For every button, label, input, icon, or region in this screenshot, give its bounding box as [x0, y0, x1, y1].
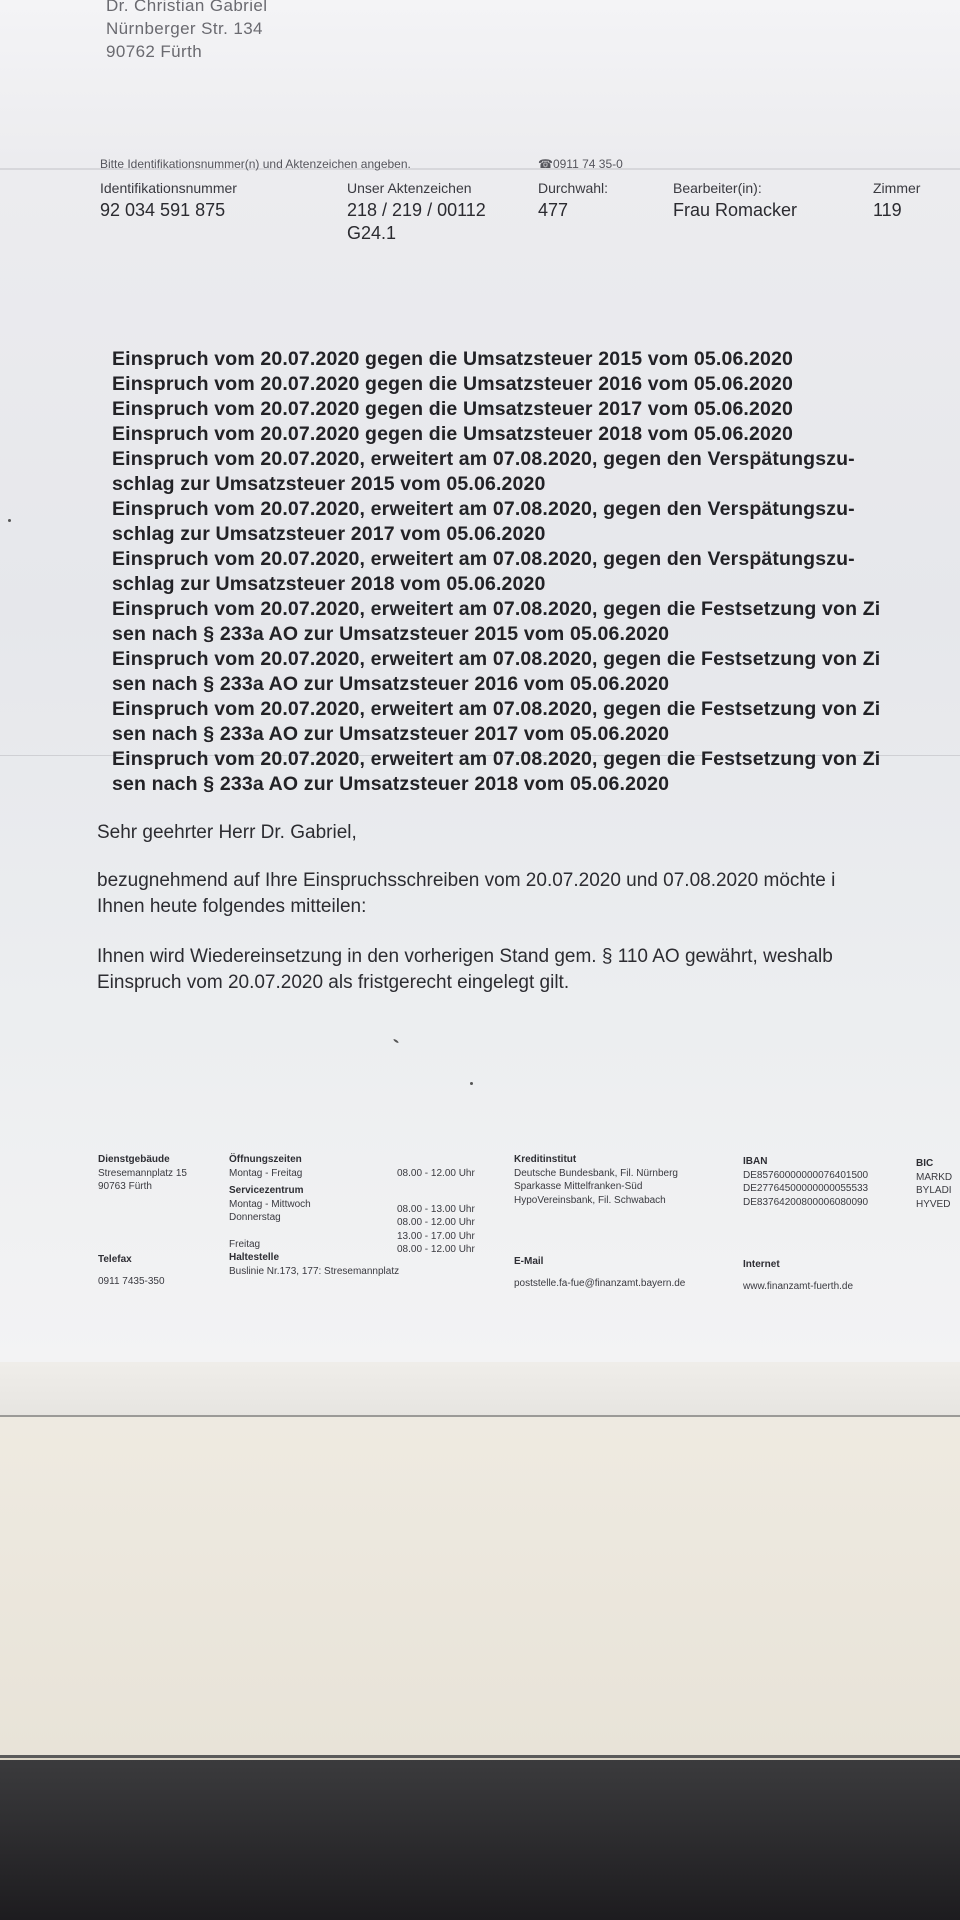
- footer-bic-3: HYVED: [916, 1198, 951, 1210]
- subject-line: sen nach § 233a AO zur Umsatzsteuer 2017 vom 05.06.2020: [112, 723, 670, 745]
- subject-line: sen nach § 233a AO zur Umsatzsteuer 2015 vom 05.06.2020: [112, 623, 670, 645]
- footer-iban-1: DE85760000000076401500: [743, 1169, 869, 1181]
- subject-line: sen nach § 233a AO zur Umsatzsteuer 2018 vom 05.06.2020: [112, 773, 670, 795]
- paragraph-1-line-1: bezugnehmend auf Ihre Einspruchsschreiben vom 20.07.2020 und 07.08.2020 möchte i: [97, 870, 836, 891]
- footer-iban-label: IBAN: [743, 1156, 768, 1167]
- subject-line: Einspruch vom 20.07.2020 gegen die Umsatzsteuer 2015 vom 05.06.2020: [112, 348, 793, 370]
- footer-stop-value: Buslinie Nr.173, 177: Stresemannplatz: [229, 1265, 400, 1277]
- footer-email: [514, 1255, 685, 1290]
- footer-fax-value: 0911 7435-350: [98, 1275, 165, 1287]
- footer-service-time-2a: 08.00 - 12.00 Uhr: [397, 1217, 475, 1228]
- subject-line: Einspruch vom 20.07.2020, erweitert am 07.08.2020, gegen die Festsetzung von Zi: [112, 598, 881, 620]
- footer-bic-1: MARKD: [916, 1171, 953, 1183]
- reference-hint: Bitte Identifikationsnummer(n) und Aktenzeichen angeben.: [100, 157, 411, 171]
- footer-iban: [743, 1155, 868, 1209]
- footer-service-time-2b: 13.00 - 17.00 Uhr: [397, 1230, 475, 1242]
- footer-internet-value: www.finanzamt-fuerth.de: [743, 1280, 854, 1292]
- footer-stop-label: Haltestelle: [229, 1252, 280, 1263]
- footer-fax-label: Telefax: [98, 1254, 132, 1265]
- file-number-label: Unser Aktenzeichen: [347, 180, 472, 196]
- footer-bank-label: Kreditinstitut: [514, 1154, 577, 1165]
- subject-line: schlag zur Umsatzsteuer 2015 vom 05.06.2020: [112, 473, 546, 495]
- id-label: Identifikationsnummer: [100, 180, 237, 196]
- subject-block: [112, 347, 960, 797]
- paragraph-1-line-2: Ihnen heute folgendes mitteilen:: [97, 896, 367, 917]
- footer-hours-label: Öffnungszeiten: [229, 1154, 302, 1165]
- footer-service-day-2: Donnerstag: [229, 1212, 281, 1223]
- footer-bic: [916, 1157, 952, 1211]
- footer-hours-time: 08.00 - 12.00 Uhr: [397, 1168, 475, 1179]
- subject-line: Einspruch vom 20.07.2020 gegen die Umsatzsteuer 2016 vom 05.06.2020: [112, 373, 793, 395]
- room-value: 119: [873, 200, 902, 220]
- footer-bic-2: BYLADI: [916, 1185, 952, 1196]
- subject-line: Einspruch vom 20.07.2020, erweitert am 07.08.2020, gegen die Festsetzung von Zi: [112, 648, 881, 670]
- footer-building-city: 90763 Fürth: [98, 1181, 152, 1192]
- phone-number: ☎0911 74 35-0: [538, 157, 623, 171]
- clerk-label: Bearbeiter(in):: [673, 180, 762, 196]
- paper-speck: [470, 1082, 473, 1085]
- footer-iban-2: DE27764500000000055533: [743, 1183, 869, 1194]
- footer-service-day-3: Freitag: [229, 1238, 261, 1250]
- subject-line: Einspruch vom 20.07.2020, erweitert am 07.08.2020, gegen die Festsetzung von Zi: [112, 698, 881, 720]
- footer-bic-label: BIC: [916, 1158, 934, 1169]
- footer-service-day-1: Montag - Mittwoch: [229, 1198, 311, 1210]
- footer-hours-days: Montag - Freitag: [229, 1167, 303, 1179]
- subject-line: Einspruch vom 20.07.2020, erweitert am 07.08.2020, gegen die Festsetzung von Zi: [112, 748, 881, 770]
- footer-bank-2: Sparkasse Mittelfranken-Süd: [514, 1181, 643, 1192]
- address-city: 90762 Fürth: [106, 42, 203, 61]
- footer-times: [397, 1167, 475, 1257]
- footer-building: [98, 1153, 187, 1194]
- subject-line: Einspruch vom 20.07.2020 gegen die Umsatzsteuer 2018 vom 05.06.2020: [112, 423, 793, 445]
- paragraph-2-line-2: Einspruch vom 20.07.2020 als fristgerecht eingelegt gilt.: [97, 972, 570, 993]
- salutation: Sehr geehrter Herr Dr. Gabriel,: [97, 822, 357, 843]
- extension-value: 477: [538, 200, 569, 220]
- subject-line: Einspruch vom 20.07.2020, erweitert am 07.08.2020, gegen den Verspätungszu-: [112, 448, 855, 470]
- footer-service-label: Servicezentrum: [229, 1185, 304, 1196]
- footer-fax: [98, 1253, 165, 1288]
- address-name: Dr. Christian Gabriel: [106, 0, 268, 15]
- footer-bank-3: HypoVereinsbank, Fil. Schwabach: [514, 1194, 666, 1206]
- footer-internet: [743, 1258, 853, 1293]
- footer-internet-label: Internet: [743, 1259, 780, 1270]
- footer-building-street: Stresemannplatz 15: [98, 1167, 187, 1179]
- footer-building-label: Dienstgebäude: [98, 1154, 170, 1165]
- paper-speck: [8, 519, 11, 522]
- paper-speck: [393, 1038, 399, 1043]
- room-label: Zimmer: [873, 180, 921, 196]
- sender-address: [106, 0, 267, 63]
- subject-line: Einspruch vom 20.07.2020, erweitert am 07.08.2020, gegen den Verspätungszu-: [112, 498, 855, 520]
- subject-line: schlag zur Umsatzsteuer 2018 vom 05.06.2020: [112, 573, 546, 595]
- footer-service-time-3: 08.00 - 12.00 Uhr: [397, 1244, 475, 1255]
- footer-bank: [514, 1153, 678, 1207]
- subject-line: Einspruch vom 20.07.2020, erweitert am 07.08.2020, gegen den Verspätungszu-: [112, 548, 855, 570]
- footer-iban-3: DE83764200800006080090: [743, 1196, 869, 1208]
- footer-email-value: poststelle.fa-fue@finanzamt.bayern.de: [514, 1277, 686, 1289]
- paragraph-2-line-1: Ihnen wird Wiedereinsetzung in den vorherigen Stand gem. § 110 AO gewährt, weshalb: [97, 946, 833, 967]
- paper-back-sheet: [0, 1385, 960, 1758]
- dark-background: [0, 1760, 960, 1920]
- subject-line: sen nach § 233a AO zur Umsatzsteuer 2016 vom 05.06.2020: [112, 673, 670, 695]
- id-value: 92 034 591 875: [100, 200, 226, 220]
- subject-line: schlag zur Umsatzsteuer 2017 vom 05.06.2020: [112, 523, 546, 545]
- footer-email-label: E-Mail: [514, 1256, 544, 1267]
- footer-bank-1: Deutsche Bundesbank, Fil. Nürnberg: [514, 1167, 678, 1179]
- file-number-value: 218 / 219 / 00112: [347, 200, 486, 220]
- file-number-suffix: G24.1: [347, 223, 397, 243]
- clerk-value: Frau Romacker: [673, 200, 798, 220]
- subject-line: Einspruch vom 20.07.2020 gegen die Umsatzsteuer 2017 vom 05.06.2020: [112, 398, 793, 420]
- footer-service-time-1: 08.00 - 13.00 Uhr: [397, 1203, 475, 1215]
- address-street: Nürnberger Str. 134: [106, 19, 263, 38]
- footer-hours: [229, 1153, 399, 1278]
- extension-label: Durchwahl:: [538, 180, 609, 196]
